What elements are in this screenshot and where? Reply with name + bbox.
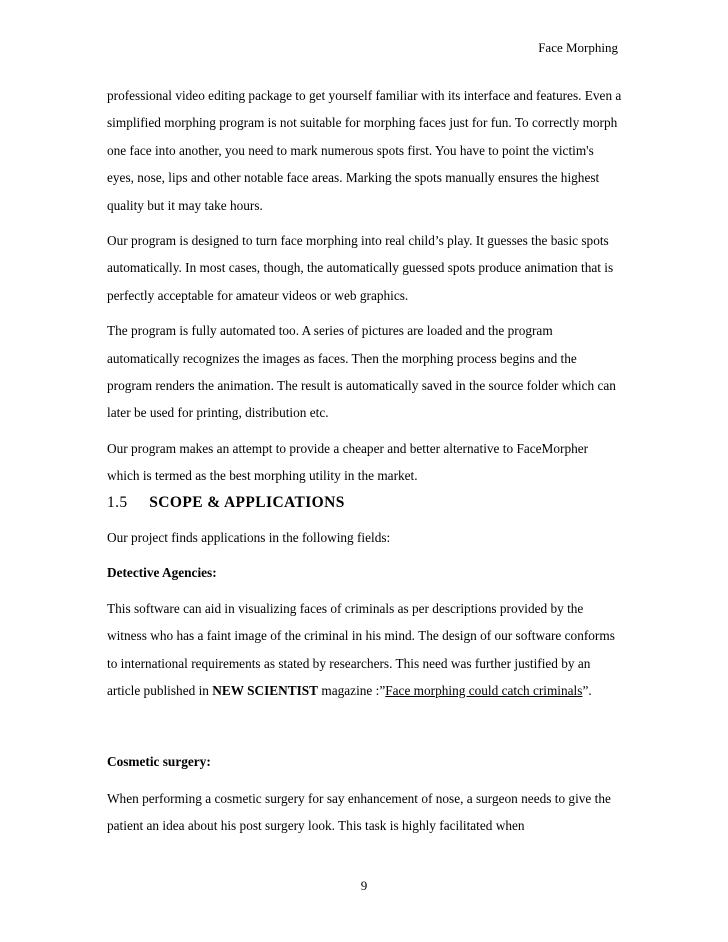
body-text-cosmetic — [107, 785, 623, 840]
detective-text-middle: magazine :” — [318, 683, 386, 699]
body-text-scope — [107, 524, 623, 712]
section-title: SCOPE & APPLICATIONS — [149, 494, 345, 511]
paragraph-child-play: Our program is designed to turn face morphing into real child’s play. It guesses the basic spots automatically. In most cases, though, the automatically guessed spots produce animation that is perfectly acceptable for amateur videos or web graphics. — [107, 233, 614, 303]
magazine-name: NEW SCIENTIST — [212, 683, 319, 699]
section-number: 1.5 — [107, 494, 128, 511]
body-text-top — [107, 82, 623, 498]
paragraph-alternative: Our program makes an attempt to provide a cheaper and better alternative to FaceMorpher which is termed as the best morphing utility in the market. — [107, 440, 589, 484]
detective-heading: Detective Agencies: — [107, 565, 217, 581]
section-intro: Our project finds applications in the following fields: — [107, 530, 391, 545]
paragraph-automated: The program is fully automated too. A series of pictures are loaded and the program automatically recognizes the images as faces. Then the morphing process begins and the program renders the animation. The result is automatically saved in the source folder which can later be used for printing, distribution etc. — [107, 323, 616, 421]
running-header: Face Morphing — [538, 40, 618, 55]
section-heading — [107, 494, 345, 512]
article-link[interactable]: Face morphing could catch criminals — [385, 683, 583, 699]
paragraph-video-editing: professional video editing package to get yourself familiar with its interface and features. Even a simplified morphing program is not suitable for morphing faces just for fun. To correctly morph one face into another, you need to mark numerous spots first. You have to point the victim's eyes, nose, lips and other notable face areas. Marking the spots manually ensures the highest quality but it may take hours. — [107, 88, 622, 213]
page-number: 9 — [360, 878, 368, 893]
cosmetic-heading: Cosmetic surgery: — [107, 754, 211, 769]
detective-text: This software can aid in visualizing faces of criminals as per descriptions provided by the witness who has a faint image of the criminal in his mind. The design of our software conforms to international requirements as stated by researchers. This need was further justified by an article published in — [107, 600, 615, 699]
cosmetic-paragraph: When performing a cosmetic surgery for say enhancement of nose, a surgeon needs to give the patient an idea about his post surgery look. This task is highly facilitated when — [107, 791, 611, 834]
detective-paragraph — [107, 595, 623, 705]
detective-text-end: ”. — [582, 683, 592, 699]
